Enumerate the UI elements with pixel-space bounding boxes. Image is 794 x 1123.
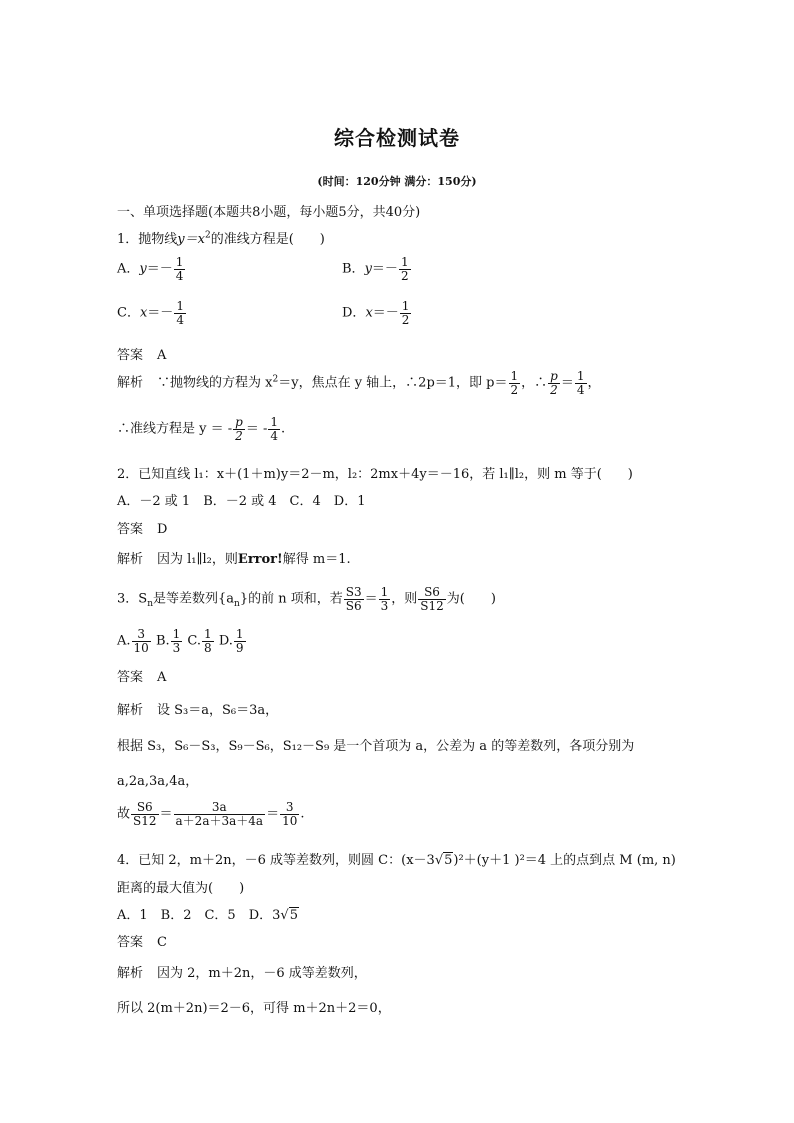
q1-stem-b: 的准线方程是( ) [210, 232, 325, 247]
q1-opt-b-eq: ＝－ [371, 261, 398, 277]
q3-answer-value: A [157, 670, 167, 685]
q1-analysis-f2n: p [550, 369, 558, 383]
q1-opt-a-num: 1 [175, 255, 184, 269]
q1-analysis-1e: ， [587, 375, 601, 391]
q4-options [117, 904, 299, 923]
q3-frac2 [379, 586, 391, 612]
q1-analysis-f5n: 1 [270, 415, 278, 429]
q1-analysis-f3n: 1 [576, 369, 585, 383]
q1-opt-a-frac [174, 256, 186, 282]
q2-analysis [117, 548, 351, 567]
q1-analysis-frac4 [233, 416, 245, 442]
q4-stem-b: )²＋(y＋1 )²＝4 上的点到点 M (m, n) [453, 853, 676, 868]
q1-analysis-frac3 [575, 370, 587, 396]
q1-opt-d-label: D． [342, 305, 366, 321]
q3-f1n: S3 [345, 585, 362, 599]
q3-ob-frac [171, 628, 183, 654]
q4-stem-a: 4．已知 2，m＋2n，－6 成等差数列，则圆 C：(x－3 [117, 853, 435, 868]
q3-stem-f: 为( ) [446, 591, 496, 607]
q1-analysis-frac2 [548, 370, 560, 396]
q1-opt-a-label: A． [117, 261, 140, 277]
q1-opt-a-den: 4 [175, 268, 184, 283]
page-title: 综合检测试卷 [334, 126, 460, 150]
q3-a4f2d: a＋2a＋3a＋4a [175, 813, 264, 828]
q1-analysis-1b: ＝y，焦点在 y 轴上，∴2p＝1，即 p＝ [278, 375, 508, 391]
q3-f2d: 3 [380, 598, 389, 613]
q3-oc-frac [202, 628, 214, 654]
q4-analysis-line1 [117, 962, 367, 981]
q3-a4f2n: 3a [174, 801, 266, 815]
q3-stem-b: 是等差数列{a [152, 591, 235, 607]
q3-analysis-line2: 根据 S₃，S₆－S₃，S₉－S₆，S₁₂－S₉ 是一个首项为 a，公差为 a 的等差数列，各项分别为 [117, 739, 635, 754]
q3-f1d: S6 [345, 598, 362, 613]
q3-analysis-line3: a,2a,3a,4a， [117, 774, 199, 789]
q1-analysis-f1d: 2 [510, 382, 519, 397]
q3-answer-label: 答案 [117, 670, 144, 685]
q3-ocn: 1 [204, 627, 212, 641]
q1-answer-label: 答案 [117, 348, 144, 363]
q1-opt-c-den: 4 [176, 312, 184, 327]
q3-obd: 3 [172, 640, 181, 655]
q2-analysis-a: 因为 l₁∥l₂，则 [157, 552, 238, 567]
q3-f3n: S6 [418, 586, 446, 600]
q1-analysis-f4n: p [235, 415, 243, 429]
q3-stem-sub2: n [234, 599, 240, 610]
q3-f3d: S12 [420, 598, 444, 613]
q3-stem-a: 3．S [117, 591, 148, 607]
q4-answer [117, 931, 167, 950]
q4-options-sqrt: √5 [280, 908, 298, 923]
q3-stem-sub: n [147, 599, 153, 610]
q1-opt-c-var: x [139, 305, 148, 321]
q1-analysis-line2 [117, 416, 285, 442]
q1-opt-b-frac [399, 256, 411, 282]
q1-opt-b-var: y [364, 261, 372, 277]
q1-opt-d-var: x [365, 305, 373, 321]
q1-stem-a: 1．抛物线 [117, 232, 178, 247]
question-1-stem [117, 228, 325, 247]
q1-opt-b-den: 2 [400, 268, 409, 283]
q1-analysis-f1n: 1 [510, 369, 519, 383]
q3-analysis-4c: ＝ [266, 806, 280, 822]
q1-option-d [342, 300, 412, 326]
q1-analysis-f2d: 2 [550, 382, 558, 397]
q4-options-rad: 5 [289, 908, 298, 923]
q1-option-b [342, 256, 412, 282]
q1-analysis-1exp: 2 [272, 374, 279, 385]
q3-stem-c: }的前 n 项和，若 [239, 591, 343, 607]
q1-answer [117, 344, 166, 363]
q3-a4f1n: S6 [131, 801, 159, 815]
q4-sqrt: √5 [434, 853, 453, 868]
q2-analysis-b: 解得 m＝1. [282, 552, 351, 567]
q3-odd: 9 [235, 640, 244, 655]
q3-frac3 [418, 586, 446, 612]
q4-analysis-1: 因为 2，m＋2n，－6 成等差数列， [157, 966, 367, 981]
q3-oan: 3 [132, 628, 151, 642]
question-3-stem [117, 586, 496, 612]
q1-opt-a-eq: ＝－ [146, 261, 173, 277]
q4-stem-rad: 5 [444, 853, 453, 868]
q1-stem-exp: 2 [204, 230, 211, 241]
q3-a4f3n: 3 [280, 801, 299, 815]
q1-option-c [117, 300, 187, 326]
q2-answer-value: D [157, 522, 168, 537]
q1-opt-c-num: 1 [176, 299, 184, 313]
q4-analysis-line2: 所以 2(m＋2n)＝2－6，可得 m＋2n＋2＝0， [117, 1001, 391, 1016]
question-4-stem [117, 849, 676, 868]
q1-opt-c-frac [174, 300, 186, 326]
q1-option-a [117, 256, 186, 282]
q3-ob: B. [155, 633, 170, 649]
q3-oc: C. [187, 633, 202, 649]
q1-analysis-2c: . [281, 421, 286, 437]
q1-analysis-frac5 [268, 416, 280, 442]
q4-answer-label: 答案 [117, 935, 144, 950]
q3-analysis-4d: . [300, 806, 305, 822]
q3-od-frac [234, 628, 246, 654]
q1-analysis-2b: ＝ - [245, 421, 268, 437]
question-2-stem: 2．已知直线 l₁：x＋(1＋m)y＝2－m，l₂：2mx＋4y＝－16，若 l₁∥l₂，则 m 等于( ) [117, 467, 633, 482]
q1-opt-c-label: C． [117, 305, 140, 321]
q4-stem-line2: 距离的最大值为( ) [117, 881, 245, 896]
q3-ocd: 8 [204, 640, 212, 655]
q1-opt-d-den: 2 [401, 312, 410, 327]
q1-opt-d-frac [400, 300, 412, 326]
q3-analysis-label: 解析 [117, 703, 144, 718]
q1-opt-b-num: 1 [400, 255, 409, 269]
q1-analysis-f3d: 4 [576, 382, 585, 397]
q3-stem-e: ，则 [391, 591, 418, 607]
q3-analysis-4b: ＝ [159, 806, 173, 822]
q3-a4-frac1 [131, 801, 159, 827]
q3-oa: A. [117, 633, 131, 649]
section-heading: 一、单项选择题(本题共8小题，每小题5分，共40分) [117, 205, 421, 220]
q3-a4f3d: 10 [282, 813, 298, 828]
q3-oa-frac [132, 628, 151, 654]
q3-obn: 1 [172, 627, 181, 641]
q1-analysis-1c: ，∴ [521, 375, 548, 391]
q3-a4-frac2 [174, 801, 266, 827]
q3-analysis-4a: 故 [117, 806, 131, 822]
q3-a4-frac3 [280, 801, 299, 827]
q4-analysis-label: 解析 [117, 966, 144, 981]
q3-analysis-1: 设 S₃＝a，S₆＝3a， [157, 703, 279, 718]
q3-od: D. [218, 633, 233, 649]
q2-answer-label: 答案 [117, 522, 144, 537]
q1-analysis-f4d: 2 [235, 428, 243, 443]
q3-odn: 1 [235, 627, 244, 641]
q1-analysis-line1 [117, 370, 601, 396]
q3-answer [117, 666, 166, 685]
q1-analysis-label: 解析 [117, 375, 144, 391]
q1-opt-a-var: y [139, 261, 147, 277]
q3-frac1 [344, 586, 364, 612]
q1-analysis-2a: ∴准线方程是 y ＝ - [117, 421, 233, 437]
q4-answer-value: C [157, 935, 167, 950]
q1-opt-d-eq: ＝－ [372, 305, 399, 321]
q3-analysis-line4 [117, 801, 305, 827]
q1-opt-c-eq: ＝－ [147, 305, 174, 321]
q2-options: A．－2 或 1 B．－2 或 4 C．4 D．1 [117, 494, 366, 509]
q1-analysis-f5d: 4 [270, 428, 278, 443]
q3-stem-d: ＝ [364, 591, 378, 607]
q3-f2n: 1 [380, 585, 389, 599]
q1-stem-eq: y＝x [177, 232, 205, 247]
q3-options [117, 628, 247, 654]
q3-a4f1d: S12 [133, 813, 157, 828]
q1-opt-b-label: B． [342, 261, 365, 277]
q2-analysis-error: Error! [237, 552, 283, 567]
q1-opt-d-num: 1 [401, 299, 410, 313]
q1-answer-value: A [157, 348, 167, 363]
q1-analysis-1a: ∵抛物线的方程为 x [157, 375, 273, 391]
q3-oad: 10 [133, 640, 149, 655]
q3-analysis-line1 [117, 699, 278, 718]
q2-answer [117, 518, 167, 537]
q1-analysis-frac1 [509, 370, 521, 396]
exam-info: (时间：120分钟 满分：150分) [317, 175, 477, 188]
q4-options-a: A．1 B．2 C．5 D．3 [117, 908, 281, 923]
q2-analysis-label: 解析 [117, 552, 144, 567]
q1-analysis-1d: ＝ [560, 375, 574, 391]
